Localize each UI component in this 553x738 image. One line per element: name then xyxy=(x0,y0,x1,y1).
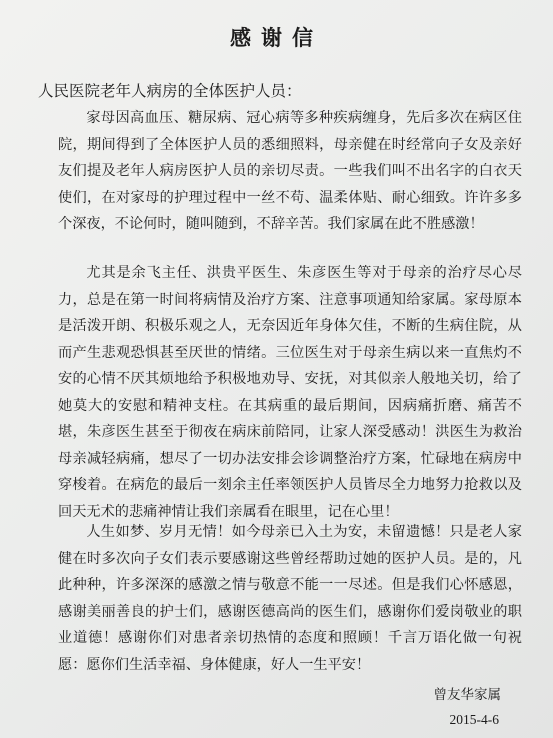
letter-paragraph-3: 人生如梦、岁月无情！如今母亲已入土为安，未留遗憾！只是老人家健在时多次向子女们表示要感谢这些曾经帮助过她的医护人员。是的，凡此种种，许多深深的感激之情与敬意不能一一尽述。但是我们心怀感恩，感谢美丽善良的护士们，感谢医德高尚的医生们，感谢你们爱岗敬业的职业道德！感谢你们对患者亲切热情的态度和照顾！千言万语化做一句祝愿：愿你们生活幸福、身体健康，好人一生平安！ xyxy=(58,524,522,673)
letter-date: 2015-4-6 xyxy=(449,712,499,727)
letter-salutation: 人民医院老年人病房的全体医护人员： xyxy=(38,82,302,100)
letter-paragraph-2: 尤其是余飞主任、洪贵平医生、朱彦医生等对于母亲的治疗尽心尽力，总是在第一时间将病情及治疗方案、注意事项通知给家属。家母原本是活泼开朗、积极乐观之人，无奈因近年身体欠佳，不断的生病住院，从而产生悲观恐惧甚至厌世的情绪。三位医生对于母亲生病以来一直焦灼不安的心情不厌其烦地给予积极地劝导、安抚，对其似亲人般地关切，给了她莫大的安慰和精神支柱。在其病重的最后期间，因病痛折磨、痛苦不堪，朱彦医生甚至于彻夜在病床前陪同，让家人深受感动！洪医生为救治母亲减轻病痛，想尽了一切办法安排会诊调整治疗方案，忙碌地在病房中穿梭着。在病危的最后一刻余主任率领医护人员皆尽全力地努力抢救以及回天无术的悲痛神情让我们亲属看在眼里，记在心里！ xyxy=(58,265,522,520)
letter-paragraph-1: 家母因高血压、糖尿病、冠心病等多种疾病缠身，先后多次在病区住院，期间得到了全体医护人员的悉细照料，母亲健在时经常向子女及亲好友们提及老年人病房医护人员的亲切尽责。一些我们叫不出名字的白衣天使们，在对家母的护理过程中一丝不苟、温柔体贴、耐心细致。许许多多个深夜，不论何时，随叫随到，不辞辛苦。我们家属在此不胜感激！ xyxy=(58,110,522,232)
letter-title: 感谢信 xyxy=(230,25,323,50)
letter-signature: 曾友华家属 xyxy=(433,687,501,703)
